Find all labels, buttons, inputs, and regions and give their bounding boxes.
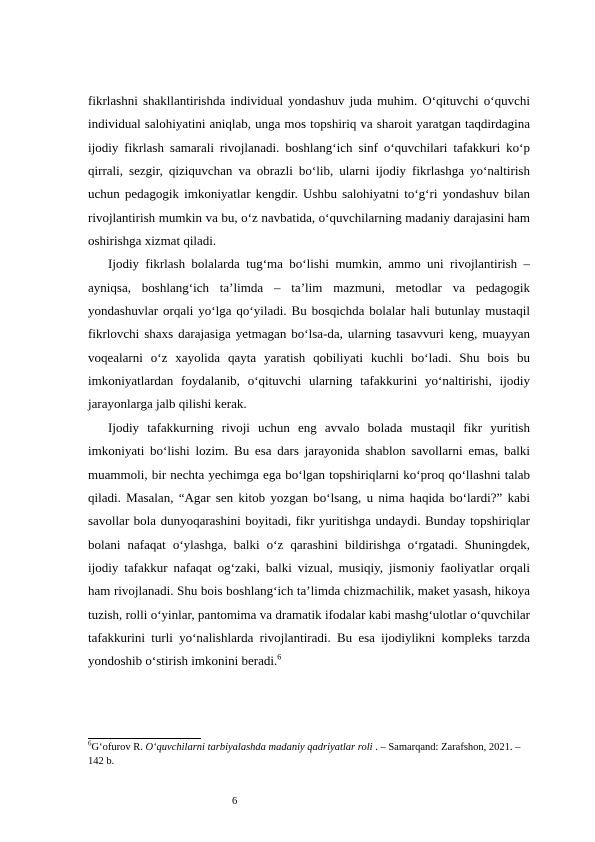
footnote-separator <box>88 738 201 739</box>
paragraph-3 <box>88 416 530 673</box>
page-number: 6 <box>232 796 238 807</box>
paragraph-1: fikrlashni shakllantirishda individual yondashuv juda muhim. O‘qituvchi o‘quvchi individual salohiyatini aniqlab, unga mos topshiriq va sharoit yaratgan taqdirdagina ijodiy fikrlash samarali rivojlanadi. boshlang‘ich sinf o‘quvchilari tafakkuri ko‘p qirrali, sezgir, qiziquvchan va obrazli bo‘lib, ularni ijodiy fikrlashga yo‘naltirish uchun pedagogik imkoniyatlar kengdir. Ushbu salohiyatni to‘g‘ri yondashuv bilan rivojlantirish mumkin va bu, o‘z navbatida, o‘quvchilarning madaniy darajasini ham oshirishga xizmat qiladi. <box>88 93 530 249</box>
footnote-marker: 6 <box>88 739 92 748</box>
footnote <box>88 741 528 769</box>
paragraph-2: Ijodiy fikrlash bolalarda tug‘ma bo‘lishi mumkin, ammo uni rivojlantirish – ayniqsa, boshlang‘ich ta’limda – ta’lim mazmuni, metodlar va pedagogik yondashuvlar orqali yo‘lga qo‘yiladi. Bu bosqichda bolalar hali butunlay mustaqil fikrlovchi shaxs darajasiga yetmagan bo‘lsa-da, ularning tasavvuri keng, muayyan voqealarni o‘z xayolida qayta yaratish qobiliyati kuchli bo‘ladi. Shu bois bu imkoniyatlardan foydalanib, o‘qituvchi ularning tafakkurini yo‘naltirishi, ijodiy jarayonlarga jalb qilishi kerak. <box>88 256 530 412</box>
body-text <box>88 89 530 673</box>
paragraph-3-text: Ijodiy tafakkurning rivoji uchun eng avvalo bolada mustaqil fikr yuritish imkoniyati bo‘lishi lozim. Bu esa dars jarayonida shablon savollarni emas, balki muammoli, bir nechta yechimga ega bo‘lgan topshiriqlarni ko‘proq qo‘llashni talab qiladi. Masalan, “Agar sen kitob yozgan bo‘lsang, u nima haqida bo‘lardi?” kabi savollar bola dunyoqarashini boyitadi, fikr yuritishga undaydi. Bunday topshiriqlar bolani nafaqat o‘ylashga, balki o‘z qarashini bildirishga o‘rgatadi. Shuningdek, ijodiy tafakkur nafaqat og‘zaki, balki vizual, musiqiy, jismoniy faoliyatlar orqali ham rivojlanadi. Shu bois boshlang‘ich ta’limda chizmachilik, maket yasash, hikoya tuzish, rolli o‘yinlar, pantomima va dramatik ifodalar kabi mashg‘ulotlar o‘quvchilar tafakkurini turli yo‘nalishlarda rivojlantiradi. Bu esa ijodiylikni kompleks tarzda yondoshib o‘stirish imkonini beradi. <box>88 419 530 669</box>
footnote-reference[interactable]: 6 <box>277 652 282 662</box>
footnote-title: O‘quvchilarni tarbiyalashda madaniy qadriyatlar roli <box>145 742 373 753</box>
footnote-publication: . – Samarqand: Zarafshon, 2021. – 142 b. <box>88 742 521 767</box>
footnote-author: G‘ofurov R. <box>91 742 146 753</box>
